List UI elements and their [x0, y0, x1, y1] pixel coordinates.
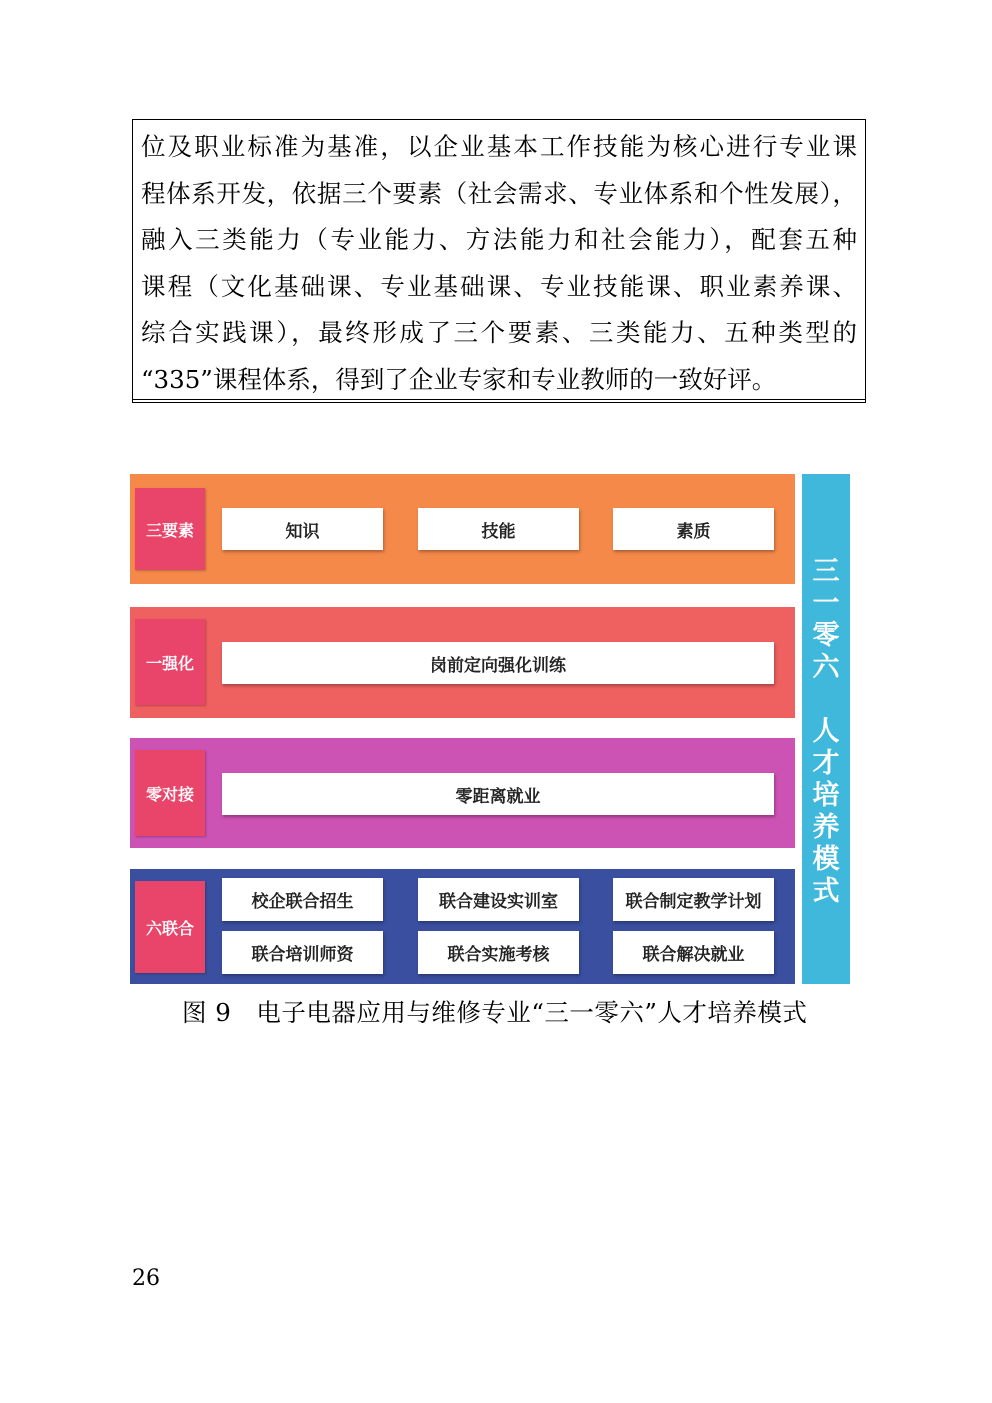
sidebar-char: 人: [812, 716, 840, 747]
sidebar-char: 养: [812, 812, 840, 843]
sidebar-char: 零: [812, 620, 840, 651]
model-title-sidebar: [802, 474, 850, 984]
paragraph-line: 位及职业标准为基准，以企业基本工作技能为核心进行专业课: [141, 132, 857, 161]
band-label: 零对接: [135, 750, 205, 836]
band-zero-docking: [130, 738, 795, 848]
item-joint-assessment: 联合实施考核: [418, 931, 579, 974]
figure-caption: 图 9 电子电器应用与维修专业“三一零六”人才培养模式: [182, 998, 808, 1027]
item-pre-job-training: 岗前定向强化训练: [222, 642, 774, 684]
box-double-border: [133, 399, 865, 400]
band-six-joint: [130, 869, 795, 984]
item-zero-distance-employment: 零距离就业: [222, 773, 774, 815]
band-label: 一强化: [135, 619, 205, 705]
item-quality: 素质: [613, 508, 774, 550]
item-joint-teacher-training: 联合培训师资: [222, 931, 383, 974]
band-one-strengthening: [130, 607, 795, 718]
paragraph-line: 课程（文化基础课、专业基础课、专业技能课、职业素养课、: [141, 271, 857, 301]
sidebar-char: 培: [812, 780, 840, 811]
talent-model-diagram: [130, 474, 852, 986]
paragraph-line: 程体系开发，依据三个要素（社会需求、专业体系和个性发展），: [141, 178, 857, 208]
paragraph-box: [132, 119, 866, 403]
item-joint-enrollment: 校企联合招生: [222, 878, 383, 921]
band-label: 三要素: [135, 488, 205, 570]
page-number: 26: [132, 1266, 160, 1291]
sidebar-char: 模: [812, 844, 840, 875]
sidebar-char: 式: [812, 876, 840, 907]
band-label: 六联合: [135, 881, 205, 973]
band-three-elements: [130, 474, 795, 584]
item-knowledge: 知识: [222, 508, 383, 550]
paragraph-line: “335”课程体系，得到了企业专家和专业教师的一致好评。: [141, 364, 777, 394]
sidebar-char: 六: [812, 652, 840, 683]
sidebar-char: 一: [812, 588, 840, 619]
sidebar-char: 三: [812, 556, 840, 587]
paragraph-line: 融入三类能力（专业能力、方法能力和社会能力），配套五种: [141, 225, 857, 254]
paragraph-line: 综合实践课），最终形成了三个要素、三类能力、五种类型的: [141, 318, 857, 347]
item-joint-training-room: 联合建设实训室: [418, 878, 579, 921]
item-skill: 技能: [418, 508, 579, 550]
sidebar-char: 才: [812, 748, 840, 779]
item-joint-employment: 联合解决就业: [613, 931, 774, 974]
item-joint-teaching-plan: 联合制定教学计划: [613, 878, 774, 921]
